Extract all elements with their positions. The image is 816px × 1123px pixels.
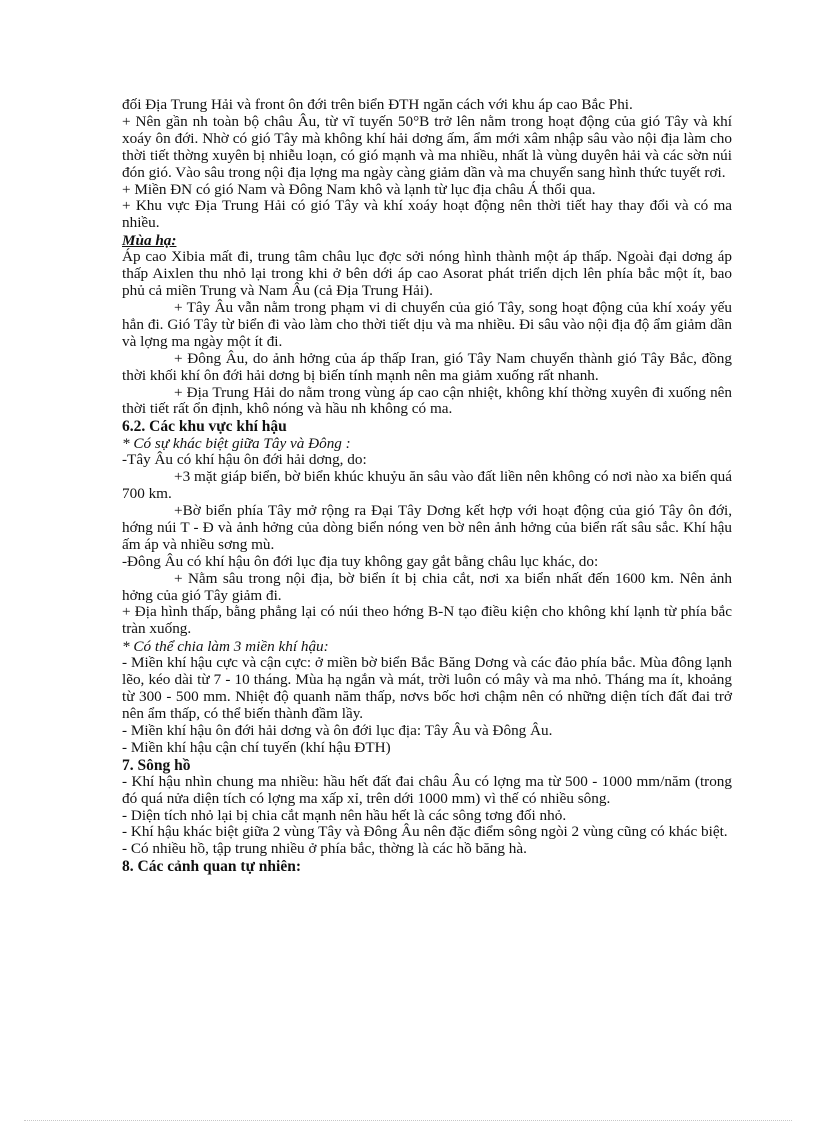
paragraph: + Tây Âu vẫn nằm trong phạm vi di chuyển của gió Tây, song hoạt động của khí xoáy yếu hẳn đi. Gió Tây từ biển đi vào làm cho thời tiết dịu và ma nhiều. Đi sâu vào nội địa độ ẩm giảm dần và lợng ma ngày một ít đi. xyxy=(122,298,732,350)
paragraph: - Miền khí hậu cực và cận cực: ở miền bờ biển Bắc Băng Dơng và các đảo phía bắc. Mùa đông lạnh lẽo, kéo dài từ 7 - 10 tháng. Mùa hạ ngắn và mát, trời luôn có mây và ma nhỏ. Tháng ma ít, khoảng từ 300 - 500 mm. Nhiệt độ quanh năm thấp, nơvs bốc hơi chậm nên có những diện tích đất đai trở nên ẩm thấp, có thể biến thành đầm lầy. xyxy=(122,654,732,722)
paragraph: - Khí hậu nhìn chung ma nhiều: hầu hết đất đai châu Âu có lợng ma từ 500 - 1000 mm/năm (trong đó quá nửa diện tích có lợng ma xấp xỉ, trên dới 1000 mm) vì thế có nhiều sông. xyxy=(122,772,732,807)
paragraph: -Đông Âu có khí hậu ôn đới lục địa tuy không gay gắt bằng châu lục khác, do: xyxy=(122,552,599,570)
section-heading-6-2: 6.2. Các khu vực khí hậu xyxy=(122,418,287,436)
subheading-three-regions: * Có thể chia làm 3 miền khí hậu: xyxy=(122,638,329,656)
paragraph: +3 mặt giáp biển, bờ biển khúc khuỷu ăn sâu vào đất liền nên không có nơi nào xa biển quá 700 km. xyxy=(122,468,732,503)
paragraph: - Khí hậu khác biệt giữa 2 vùng Tây và Đông Âu nên đặc điểm sông ngòi 2 vùng cũng có khác biệt. xyxy=(122,823,728,841)
paragraph: + Địa hình thấp, bằng phẳng lại có núi theo hớng B-N tạo điều kiện cho không khí lạnh từ phía bắc tràn xuống. xyxy=(122,603,732,638)
subheading-west-east: * Có sự khác biệt giữa Tây và Đông : xyxy=(122,435,351,453)
paragraph: - Có nhiều hồ, tập trung nhiều ở phía bắc, thờng là các hồ băng hà. xyxy=(122,840,527,858)
paragraph: - Miền khí hậu ôn đới hải dơng và ôn đới lục địa: Tây Âu và Đông Âu. xyxy=(122,721,553,739)
paragraph: + Nằm sâu trong nội địa, bờ biển ít bị chia cắt, nơi xa biển nhất đến 1600 km. Nên ảnh hởng của gió Tây giảm đi. xyxy=(122,569,732,604)
paragraph: + Nên gần nh toàn bộ châu Âu, từ vĩ tuyến 50°B trở lên nằm trong hoạt động của gió Tây và khí xoáy ôn đới. Nhờ có gió Tây mà không khí hải dơng ấm, ẩm mới xâm nhập sâu vào nội địa làm cho thời tiết thờng xuyên bị nhiễu loạn, có gió mạnh và ma nhiều, nhất là vùng duyên hải và các sờn núi đón gió. Vào sâu trong nội địa lợng ma ngày càng giảm dần và ma chuyển sang hình thức tuyết rơi. xyxy=(122,112,732,181)
paragraph: + Khu vực Địa Trung Hải có gió Tây và khí xoáy hoạt động nên thời tiết hay thay đổi và có ma nhiều. xyxy=(122,197,732,232)
paragraph: + Miền ĐN có gió Nam và Đông Nam khô và lạnh từ lục địa châu Á thổi qua. xyxy=(122,180,596,198)
paragraph: - Miền khí hậu cận chí tuyến (khí hậu ĐTH) xyxy=(122,738,391,756)
paragraph: -Tây Âu có khí hậu ôn đới hải dơng, do: xyxy=(122,451,367,469)
paragraph: - Diện tích nhỏ lại bị chia cắt mạnh nên hầu hết là các sông tơng đối nhỏ. xyxy=(122,806,567,824)
document-body xyxy=(122,97,732,875)
paragraph: Áp cao Xibia mất đi, trung tâm châu lục đợc sởi nóng hình thành một áp thấp. Ngoài đại dơng áp thấp Aixlen thu nhỏ lại trong khi ở bên dới áp cao Asorat phát triển dịch lên phía bắc một ít, bao phủ cả miền Trung và Nam Âu (cả Địa Trung Hải). xyxy=(122,248,732,300)
paragraph: đối Địa Trung Hải và front ôn đới trên biển ĐTH ngăn cách với khu áp cao Bắc Phi. xyxy=(122,96,633,113)
paragraph: + Đông Âu, do ảnh hởng của áp thấp Iran, gió Tây Nam chuyển thành gió Tây Bắc, đồng thời khối khí ôn đới hải dơng bị biến tính mạnh nên ma giảm xuống rất nhanh. xyxy=(122,349,732,384)
subheading-summer: Mùa hạ: xyxy=(122,232,177,250)
paragraph: + Địa Trung Hải do nằm trong vùng áp cao cận nhiệt, không khí thờng xuyên đi xuống nên thời tiết rất ổn định, khô nóng và hầu nh không có ma. xyxy=(122,383,732,418)
page-bottom-divider xyxy=(24,1120,792,1121)
section-heading-7: 7. Sông hồ xyxy=(122,756,191,774)
paragraph: +Bờ biển phía Tây mở rộng ra Đại Tây Dơng kết hợp với hoạt động của gió Tây ôn đới, hớng núi T - Đ và ảnh hởng của dòng biển nóng ven bờ nên ảnh hởng của biển rất sâu sắc. Khí hậu ấm áp và nhiều sơng mù. xyxy=(122,502,732,553)
section-heading-8: 8. Các cảnh quan tự nhiên: xyxy=(122,858,301,876)
